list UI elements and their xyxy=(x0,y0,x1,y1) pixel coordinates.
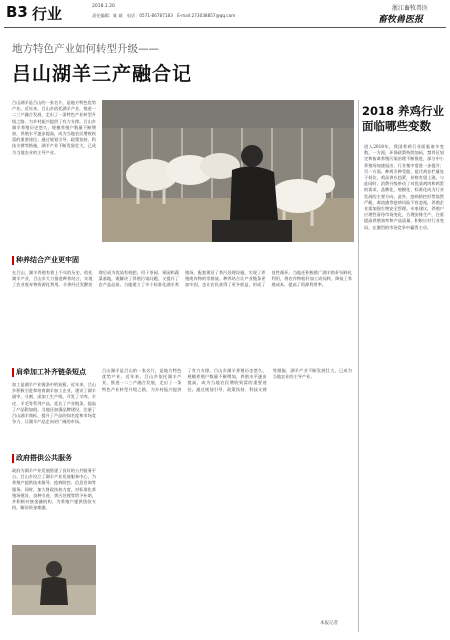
article-continuation: 吕山湖羊是吕山的一张名片，是地方特色优势产业。近年来，吕山乡依托湖羊产业，推进一二三产融合发展，走出了一条特色产业转型升级之路，为乡村振兴提供了有力支撑。吕山乡湖羊养殖历史悠久，规模养殖户数量不断增加，养殖水平逐步提高，成为当地农民增收致富的重要途径。通过规划引导、政策扶持、科技支撑等措施，湖羊产业不断发展壮大，已成为当地农业的主导产业。 xyxy=(102,368,352,392)
intro-text: 吕山湖羊是吕山的一张名片，是地方特色优势产业。近年来，吕山乡依托湖羊产业，推进一二三产融合发展，走出了一条特色产业转型升级之路，为乡村振兴提供了有力支撑。吕山乡湖羊养殖历史悠久，规模养殖户数量不断增加，养殖水平逐步提高，成为当地农民增收致富的重要途径。通过规划引导、政策扶持、科技支撑等措施，湖羊产业不断发展壮大，已成为当地农业的主导产业。 xyxy=(12,100,96,155)
sidebar-title: 2018 养鸡行业面临哪些变数 xyxy=(362,104,445,133)
worker-image xyxy=(12,545,96,615)
issue-date: 2018.1.20 xyxy=(92,4,115,9)
byline: 本报记者 xyxy=(320,621,338,626)
section-body-2: 加工是湖羊产业链条中的短板。近年来，吕山乡积极引进和培育湖羊加工企业，建设了湖羊屠宰、分割、深加工生产线，开发了羊肉、羊皮、羊毛等系列产品，延长了产业链条，提高了产品附加值。当地还加强品牌建设，注册了吕山湖羊商标，提升了产品的知名度和市场竞争力，让湖羊产品走向更广阔的市场。 xyxy=(12,382,96,425)
secondary-photo xyxy=(12,545,96,615)
headline-title: 吕山湖羊三产融合记 xyxy=(12,63,193,85)
section-heading-1: 种养结合产业更牢固 xyxy=(12,256,79,265)
sidebar-body: 进入2018年，我国养鸡行业面临诸多变数。一方面，环保政策持续加码，禁养区划定和畜禽养殖污染治理不断推进，部分中小养殖场加速退出，行业集中度进一步提升；另一方面，种鸡引种受限，祖代鸡存栏量处于低位，鸡苗供应趋紧，价格有望上涨。与此同时，消费升级带动了对优质鸡肉和鸡蛋的需求，品牌化、规模化、标准化成为行业发展的主要方向。此外，疫病防控形势依然严峻，禽流感等疫病风险不容忽视，养殖企业需加强生物安全管理。专家建议，养殖户应理性看待市场变化，合理安排生产，注重提高养殖效率和产品质量，积极应对行业变局，在激烈的市场竞争中赢得主动。 xyxy=(364,144,444,230)
masthead xyxy=(0,0,450,26)
sidebar-divider xyxy=(358,100,359,632)
masthead-divider xyxy=(4,27,446,28)
section-label: 行业 xyxy=(32,5,63,23)
section-heading-2: 肩牵加工补齐链条短点 xyxy=(12,368,86,377)
page-number: B3 xyxy=(6,3,28,21)
headline-kicker: 地方特色产业如何转型升级—— xyxy=(12,43,159,55)
article-photo xyxy=(102,100,354,242)
editor-contact: 责任编辑：陈 斌 电话：0571-86787183 E-mail:273038857@qq.com xyxy=(92,13,236,18)
newspaper-logo: 畜牧兽医报 xyxy=(378,15,424,25)
section-heading-3: 政府搭供公共服务 xyxy=(12,454,72,463)
sheep-farm-image xyxy=(102,100,354,242)
section-body-3: 政府为湖羊产业发展搭建了良好的公共服务平台。吕山乡设立了湖羊产业发展服务中心，为养殖户提供技术指导、疫病防控、信息咨询等服务。同时，加大财政扶持力度，对标准化养殖场建设、良种引进、粪污处理等给予补助，并积极对接金融机构，为养殖户提供贷款支持，解决资金难题。 xyxy=(12,468,96,511)
section-body-1: 在吕山，湖羊养殖有着上千年的历史，依托湖羊产业，吕山乡大力推进种养结合，实现了农业废弃物资源化利用。羊粪经过发酵处理后成为优质有机肥，用于茶园、果园和蔬菜基地，既解决了养殖污染问题，又提升了农产品品质。当地建立了多个标准化湖羊养殖场，配套建设了粪污处理设施，实现了养殖废弃物的零排放。种养结合让产业链条更加牢固，也让农民获得了更多收益，形成了良性循环。当地还积极推广湖羊秸秆饲料化利用，将农作物秸秆加工成饲料，降低了养殖成本，提高了资源利用率。 xyxy=(12,270,352,288)
region-tag: 浙江畜牧兽医 xyxy=(392,5,429,12)
